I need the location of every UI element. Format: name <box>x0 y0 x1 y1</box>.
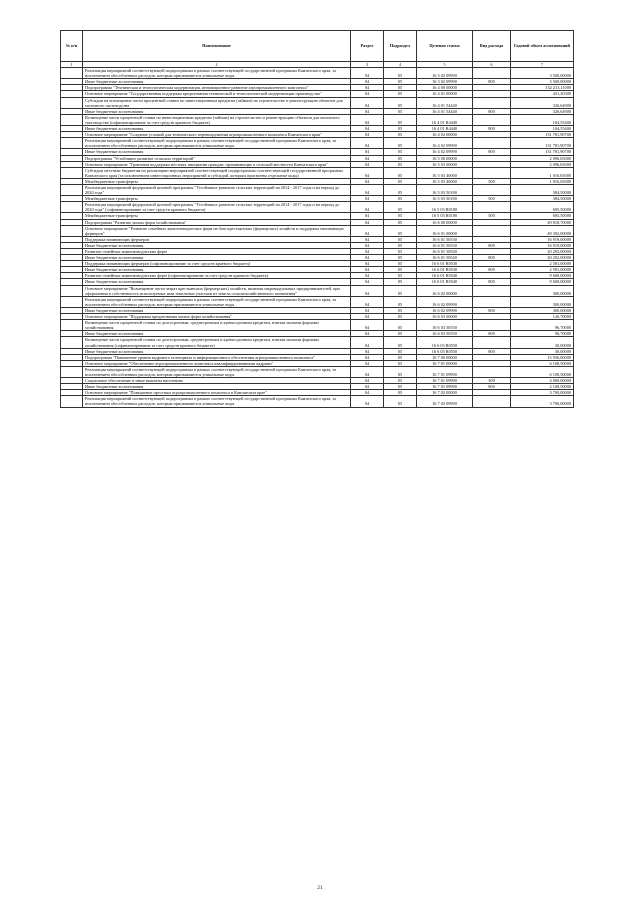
row-podrazdel-cell: 05 <box>384 161 417 167</box>
row-podrazdel-cell: 05 <box>384 219 417 225</box>
row-razdel-cell: 04 <box>351 161 384 167</box>
row-razdel-cell: 04 <box>351 390 384 396</box>
row-razdel-cell: 04 <box>351 114 384 125</box>
row-sum-cell: 131 781,90700 <box>511 132 574 138</box>
row-vr-cell <box>473 114 511 125</box>
row-razdel-cell: 04 <box>351 296 384 307</box>
row-vr-cell: 800 <box>473 267 511 273</box>
row-sum-cell: 2 581,00000 <box>511 261 574 267</box>
row-name-cell: Иные бюджетные ассигнования <box>83 267 351 273</box>
row-vr-cell: 500 <box>473 213 511 219</box>
row-name-cell: Иные бюджетные ассигнования <box>83 348 351 354</box>
row-cs-cell: 16 4 02 09990 <box>417 138 473 149</box>
row-sum-cell: 384,50000 <box>511 196 574 202</box>
row-name-cell: Иные бюджетные ассигнования <box>83 79 351 85</box>
table-row <box>61 396 574 407</box>
row-vr-cell <box>473 97 511 108</box>
row-name-cell: Реализация мероприятий федеральной целевой программы "Устойчивое развитие сельских территорий на 2014 - 2017 годы и на период до 2020 года" (софинансирование за счет средств краевого бюджета) <box>83 202 351 213</box>
row-podrazdel-cell: 05 <box>384 390 417 396</box>
row-name-cell: Основное мероприятие "Развитие семейных животноводческих ферм на базе крестьянских (фермерских) хозяйств и поддержка начинающих фермеров" <box>83 225 351 236</box>
row-num-cell <box>61 225 83 236</box>
row-podrazdel-cell: 05 <box>384 384 417 390</box>
row-podrazdel-cell: 05 <box>384 396 417 407</box>
row-razdel-cell: 04 <box>351 255 384 261</box>
row-name-cell: Возмещение части процентной ставки по инвестиционным кредитам (займам) на строительство и реконструкцию объектов для молочного скотоводства (софинансирование за счет средств краевого бюджета) <box>83 114 351 125</box>
row-sum-cell: 300,00000 <box>511 296 574 307</box>
row-razdel-cell: 04 <box>351 108 384 114</box>
row-cs-cell: 16 7 01 09990 <box>417 378 473 384</box>
row-cs-cell: 16 7 02 09990 <box>417 396 473 407</box>
row-cs-cell: 16 6 02 09990 <box>417 307 473 313</box>
row-cs-cell: 16 5 03 R0180 <box>417 213 473 219</box>
row-podrazdel-cell: 05 <box>384 285 417 296</box>
row-name-cell: Подпрограмма "Развитие малых форм хозяйствования" <box>83 219 351 225</box>
row-num-cell <box>61 285 83 296</box>
row-sum-cell: 30,00000 <box>511 348 574 354</box>
row-name-cell: Реализация мероприятий соответствующей подпрограммы в рамках соответствующей государственной программы Камчатского края, за исключением обособленных расходов, которым присваиваются уникальные коды <box>83 366 351 377</box>
row-sum-cell: 3 500,00000 <box>511 68 574 79</box>
row-razdel-cell: 04 <box>351 184 384 195</box>
row-podrazdel-cell: 05 <box>384 184 417 195</box>
row-cs-cell: 16 5 00 00000 <box>417 155 473 161</box>
row-cs-cell: 16 6 01 00000 <box>417 225 473 236</box>
row-razdel-cell: 04 <box>351 126 384 132</box>
row-name-cell: Основное мероприятие "Создание условий для технического перевооружения агропромышленного комплекса Камчатского края" <box>83 132 351 138</box>
row-podrazdel-cell: 05 <box>384 202 417 213</box>
row-vr-cell: 800 <box>473 348 511 354</box>
row-sum-cell: 2 096,65000 <box>511 161 574 167</box>
row-cs-cell: 16 6 03 00000 <box>417 314 473 320</box>
row-razdel-cell: 04 <box>351 155 384 161</box>
row-name-cell: Межбюджетные трансферты <box>83 178 351 184</box>
row-vr-cell <box>473 68 511 79</box>
row-cs-cell: 16 4 01 00000 <box>417 91 473 97</box>
row-name-cell: Основное мероприятие "Повышение престижа агропромышленного комплекса в Камчатском крае" <box>83 390 351 396</box>
row-razdel-cell: 04 <box>351 320 384 331</box>
row-cs-cell: 16 6 03 R0550 <box>417 348 473 354</box>
row-podrazdel-cell: 05 <box>384 213 417 219</box>
page-number: 21 <box>317 885 323 891</box>
row-podrazdel-cell: 05 <box>384 91 417 97</box>
row-cs-cell: 16 4 01 R4440 <box>417 114 473 125</box>
row-razdel-cell: 04 <box>351 85 384 91</box>
row-sum-cell: 3 700,00000 <box>511 396 574 407</box>
row-razdel-cell: 04 <box>351 378 384 384</box>
row-sum-cell: 20 292,00000 <box>511 249 574 255</box>
row-vr-cell <box>473 167 511 178</box>
row-num-cell <box>61 184 83 195</box>
table-row <box>61 296 574 307</box>
row-num-cell <box>61 114 83 125</box>
table-row <box>61 97 574 108</box>
row-vr-cell: 800 <box>473 384 511 390</box>
row-vr-cell <box>473 320 511 331</box>
row-razdel-cell: 04 <box>351 348 384 354</box>
header-podrazdel: Подраздел <box>384 31 417 62</box>
row-razdel-cell: 04 <box>351 196 384 202</box>
table-row <box>61 68 574 79</box>
header-vr: Вид расхода <box>473 31 511 62</box>
row-sum-cell: 49 818,70000 <box>511 219 574 225</box>
row-razdel-cell: 04 <box>351 178 384 184</box>
row-sum-cell: 3 500,00000 <box>511 79 574 85</box>
row-podrazdel-cell: 05 <box>384 138 417 149</box>
row-razdel-cell: 04 <box>351 384 384 390</box>
row-sum-cell: 96,70000 <box>511 331 574 337</box>
row-podrazdel-cell: 05 <box>384 249 417 255</box>
row-name-cell: Реализация мероприятий соответствующей подпрограммы в рамках соответствующей государственной программы Камчатского края, за исключением обособленных расходов, которым присваиваются уникальные коды <box>83 68 351 79</box>
row-name-cell: Межбюджетные трансферты <box>83 213 351 219</box>
row-sum-cell: 104,55400 <box>511 114 574 125</box>
col-number: 6 <box>473 62 511 68</box>
row-sum-cell: 96,70000 <box>511 320 574 331</box>
row-vr-cell: 500 <box>473 196 511 202</box>
table-row <box>61 225 574 236</box>
row-razdel-cell: 04 <box>351 91 384 97</box>
row-podrazdel-cell: 05 <box>384 85 417 91</box>
row-name-cell: Иные бюджетные ассигнования <box>83 331 351 337</box>
row-num-cell <box>61 366 83 377</box>
row-sum-cell: 326,64900 <box>511 97 574 108</box>
row-razdel-cell: 04 <box>351 249 384 255</box>
row-cs-cell: 16 7 00 00000 <box>417 354 473 360</box>
row-name-cell: Субсидии на возмещение части процентной ставки по инвестиционным кредитам (займам) на строительство и реконструкцию объектов для молочного скотоводства <box>83 97 351 108</box>
row-cs-cell: 16 5 03 40060 <box>417 167 473 178</box>
row-sum-cell: 326,64900 <box>511 108 574 114</box>
row-razdel-cell: 04 <box>351 273 384 279</box>
table-row <box>61 337 574 348</box>
row-name-cell: Подпрограмма "Повышение уровня кадрового потенциала и информационного обеспечения агропромышленного комплекса" <box>83 354 351 360</box>
col-number: 2 <box>83 62 351 68</box>
row-vr-cell <box>473 285 511 296</box>
row-podrazdel-cell: 05 <box>384 132 417 138</box>
row-razdel-cell: 04 <box>351 242 384 248</box>
row-name-cell: Иные бюджетные ассигнования <box>83 149 351 155</box>
row-podrazdel-cell: 05 <box>384 320 417 331</box>
table-row <box>61 320 574 331</box>
row-vr-cell <box>473 184 511 195</box>
row-sum-cell: 126,70000 <box>511 314 574 320</box>
row-sum-cell: 49 392,00000 <box>511 225 574 236</box>
row-cs-cell: 16 6 01 R0540 <box>417 279 473 285</box>
row-cs-cell: 16 4 01 54440 <box>417 97 473 108</box>
row-sum-cell: 384,50000 <box>511 184 574 195</box>
row-cs-cell: 16 6 00 00000 <box>417 219 473 225</box>
row-cs-cell: 16 5 03 50180 <box>417 196 473 202</box>
row-sum-cell: 2 581,00000 <box>511 267 574 273</box>
row-name-cell: Основное мероприятие "Обеспечение агропромышленного комплекса квалифицированными кадрами" <box>83 360 351 366</box>
row-cs-cell: 16 4 02 00000 <box>417 132 473 138</box>
budget-table-page <box>60 30 573 408</box>
row-name-cell: Межбюджетные трансферты <box>83 196 351 202</box>
budget-table <box>60 30 574 408</box>
row-name-cell: Иные бюджетные ассигнования <box>83 242 351 248</box>
header-sum: Годовой объем ассигнований <box>511 31 574 62</box>
row-sum-cell: 9 600,00000 <box>511 279 574 285</box>
row-vr-cell: 800 <box>473 242 511 248</box>
row-vr-cell: 800 <box>473 279 511 285</box>
row-name-cell: Развитие семейных животноводческих ферм <box>83 249 351 255</box>
row-razdel-cell: 04 <box>351 138 384 149</box>
row-cs-cell: 16 5 03 40060 <box>417 178 473 184</box>
row-vr-cell <box>473 138 511 149</box>
row-cs-cell: 16 4 01 54440 <box>417 108 473 114</box>
row-razdel-cell: 04 <box>351 337 384 348</box>
row-cs-cell: 16 6 01 R0530 <box>417 261 473 267</box>
row-razdel-cell: 04 <box>351 285 384 296</box>
row-razdel-cell: 04 <box>351 132 384 138</box>
row-name-cell: Возмещение части процентной ставки по долгосрочным, среднесрочным и краткосрочным кредитам, взятым малыми формами хозяйствования <box>83 320 351 331</box>
col-number: 3 <box>351 62 384 68</box>
row-sum-cell: 131 781,90700 <box>511 149 574 155</box>
row-podrazdel-cell: 05 <box>384 178 417 184</box>
row-num-cell <box>61 296 83 307</box>
header-razdel: Раздел <box>351 31 384 62</box>
row-podrazdel-cell: 05 <box>384 126 417 132</box>
row-cs-cell: 16 7 01 09990 <box>417 366 473 377</box>
row-name-cell: Основное мероприятие "Поддержка кредитования малых форм хозяйствования" <box>83 314 351 320</box>
row-sum-cell: 20 292,00000 <box>511 255 574 261</box>
row-name-cell: Иные бюджетные ассигнования <box>83 108 351 114</box>
row-num-cell <box>61 320 83 331</box>
row-vr-cell: 300 <box>473 378 511 384</box>
table-row <box>61 184 574 195</box>
row-vr-cell <box>473 202 511 213</box>
row-razdel-cell: 04 <box>351 202 384 213</box>
row-cs-cell: 16 6 01 50540 <box>417 249 473 255</box>
row-podrazdel-cell: 05 <box>384 337 417 348</box>
row-podrazdel-cell: 05 <box>384 236 417 242</box>
row-sum-cell: 16 919,00000 <box>511 236 574 242</box>
row-cs-cell: 16 4 01 R4440 <box>417 126 473 132</box>
row-podrazdel-cell: 05 <box>384 108 417 114</box>
row-podrazdel-cell: 05 <box>384 279 417 285</box>
row-razdel-cell: 04 <box>351 225 384 236</box>
row-cs-cell: 16 5 03 00000 <box>417 161 473 167</box>
row-sum-cell: 1 016,65000 <box>511 167 574 178</box>
row-razdel-cell: 04 <box>351 307 384 313</box>
table-row <box>61 366 574 377</box>
row-cs-cell: 16 5 03 R0180 <box>417 202 473 213</box>
row-name-cell: Подпрограмма "Устойчивое развитие сельских территорий" <box>83 155 351 161</box>
table-row <box>61 138 574 149</box>
row-razdel-cell: 04 <box>351 149 384 155</box>
row-sum-cell: 104,55400 <box>511 126 574 132</box>
col-number: 7 <box>511 62 574 68</box>
row-name-cell: Субсидии местным бюджетам на реализацию мероприятий соответствующей подпрограммы соответствующей государственной программы Камчатского края (за исключением инвестиционных мероприятий и субсидий, которым присвоены отдельные коды) <box>83 167 351 178</box>
row-vr-cell: 800 <box>473 108 511 114</box>
row-sum-cell: 3 700,00000 <box>511 390 574 396</box>
row-razdel-cell: 04 <box>351 97 384 108</box>
table-body <box>61 68 574 407</box>
row-name-cell: Поддержка начинающих фермеров <box>83 236 351 242</box>
row-cs-cell: 16 5 03 50180 <box>417 184 473 195</box>
row-sum-cell: 300,00000 <box>511 307 574 313</box>
row-vr-cell <box>473 225 511 236</box>
row-podrazdel-cell: 05 <box>384 348 417 354</box>
row-num-cell <box>61 337 83 348</box>
header-name: Наименование <box>83 31 351 62</box>
row-sum-cell: 30,00000 <box>511 337 574 348</box>
row-cs-cell: 16 7 02 00000 <box>417 390 473 396</box>
table-row <box>61 285 574 296</box>
row-podrazdel-cell: 05 <box>384 307 417 313</box>
row-name-cell: Иные бюджетные ассигнования <box>83 279 351 285</box>
row-num-cell <box>61 97 83 108</box>
row-podrazdel-cell: 05 <box>384 167 417 178</box>
row-cs-cell: 16 3 02 09990 <box>417 68 473 79</box>
row-sum-cell: 131 781,90700 <box>511 138 574 149</box>
row-cs-cell: 16 6 03 R0550 <box>417 337 473 348</box>
row-vr-cell <box>473 396 511 407</box>
row-razdel-cell: 04 <box>351 79 384 85</box>
header-row <box>61 31 574 62</box>
row-name-cell: Развитие семейных животноводческих ферм (софинансирование за счет средств краевого бюджета) <box>83 273 351 279</box>
row-vr-cell: 800 <box>473 307 511 313</box>
row-razdel-cell: 04 <box>351 167 384 178</box>
row-podrazdel-cell: 05 <box>384 155 417 161</box>
row-cs-cell: 16 3 02 09990 <box>417 79 473 85</box>
row-podrazdel-cell: 05 <box>384 261 417 267</box>
row-podrazdel-cell: 05 <box>384 378 417 384</box>
row-vr-cell <box>473 366 511 377</box>
row-cs-cell: 16 6 01 50530 <box>417 236 473 242</box>
row-sum-cell: 16 919,00000 <box>511 242 574 248</box>
row-podrazdel-cell: 05 <box>384 196 417 202</box>
row-name-cell: Иные бюджетные ассигнования <box>83 307 351 313</box>
row-name-cell: Возмещение части процентной ставки по долгосрочным, среднесрочным и краткосрочным кредитам, взятым малыми формами хозяйствования (софинансирование за счет средств краевого бюджета) <box>83 337 351 348</box>
row-name-cell: Иные бюджетные ассигнования <box>83 126 351 132</box>
row-podrazdel-cell: 05 <box>384 242 417 248</box>
row-razdel-cell: 04 <box>351 314 384 320</box>
row-sum-cell: 695,50000 <box>511 202 574 213</box>
row-name-cell: Реализация мероприятий федеральной целевой программы "Устойчивое развитие сельских территорий на 2014 - 2017 годы и на период до 2020 года" <box>83 184 351 195</box>
row-sum-cell: 4 000,00000 <box>511 378 574 384</box>
col-number: 5 <box>417 62 473 68</box>
row-name-cell: Социальное обеспечение и иные выплаты населению <box>83 378 351 384</box>
row-sum-cell: 6 108,50000 <box>511 360 574 366</box>
row-vr-cell: 500 <box>473 178 511 184</box>
row-vr-cell: 800 <box>473 79 511 85</box>
row-name-cell: Основное мероприятие "Государственная поддержка кредитования технической и технологической модернизации производства" <box>83 91 351 97</box>
row-name-cell: Реализация мероприятий соответствующей подпрограммы в рамках соответствующей государственной программы Камчатского края, за исключением обособленных расходов, которым присваиваются уникальные коды <box>83 138 351 149</box>
row-vr-cell: 800 <box>473 126 511 132</box>
row-podrazdel-cell: 05 <box>384 366 417 377</box>
row-cs-cell: 16 6 02 09990 <box>417 296 473 307</box>
row-sum-cell: 6 108,50000 <box>511 366 574 377</box>
row-cs-cell: 16 6 03 50550 <box>417 320 473 331</box>
row-num-cell <box>61 167 83 178</box>
col-number: 4 <box>384 62 417 68</box>
row-num-cell <box>61 68 83 79</box>
row-razdel-cell: 04 <box>351 279 384 285</box>
row-sum-cell: 9 600,00000 <box>511 273 574 279</box>
row-name-cell: Реализация мероприятий соответствующей подпрограммы в рамках соответствующей государственной программы Камчатского края, за исключением обособленных расходов, которым присваиваются уникальные коды <box>83 296 351 307</box>
row-podrazdel-cell: 05 <box>384 79 417 85</box>
row-sum-cell: 1 016,65000 <box>511 178 574 184</box>
row-podrazdel-cell: 05 <box>384 255 417 261</box>
header-num: № п/п <box>61 31 83 62</box>
row-name-cell: Иные бюджетные ассигнования <box>83 255 351 261</box>
row-razdel-cell: 04 <box>351 219 384 225</box>
row-razdel-cell: 04 <box>351 68 384 79</box>
row-podrazdel-cell: 05 <box>384 97 417 108</box>
row-num-cell <box>61 396 83 407</box>
row-podrazdel-cell: 05 <box>384 331 417 337</box>
row-sum-cell: 300,00000 <box>511 285 574 296</box>
row-podrazdel-cell: 05 <box>384 68 417 79</box>
row-cs-cell: 16 6 02 00000 <box>417 285 473 296</box>
row-razdel-cell: 04 <box>351 366 384 377</box>
row-vr-cell: 800 <box>473 149 511 155</box>
row-cs-cell: 16 6 03 50550 <box>417 331 473 337</box>
row-sum-cell: 2 096,65000 <box>511 155 574 161</box>
row-name-cell: Подпрограмма "Техническая и технологическая модернизация, инновационное развитие агропромышленного комплекса" <box>83 85 351 91</box>
row-name-cell: Иные бюджетные ассигнования <box>83 384 351 390</box>
row-cs-cell: 16 6 01 R0540 <box>417 273 473 279</box>
row-name-cell: Основное мероприятие "Возмещение части затрат крестьянских (фермерских) хозяйств, включая индивидуальных предпринимателей, при оформлении в собственность используемых ими земельных участков из земель сельскохозяйственного назначения" <box>83 285 351 296</box>
row-name-cell: Основное мероприятие "Грантовая поддержка местных инициатив граждан, проживающих в сельской местности Камчатского края" <box>83 161 351 167</box>
row-sum-cell: 132 213,11000 <box>511 85 574 91</box>
row-razdel-cell: 04 <box>351 261 384 267</box>
table-row <box>61 202 574 213</box>
row-podrazdel-cell: 05 <box>384 360 417 366</box>
row-cs-cell: 16 6 01 50540 <box>417 255 473 261</box>
row-podrazdel-cell: 05 <box>384 296 417 307</box>
row-name-cell: Поддержка начинающих фермеров (софинансирование за счет средств краевого бюджета) <box>83 261 351 267</box>
row-vr-cell <box>473 296 511 307</box>
row-podrazdel-cell: 05 <box>384 114 417 125</box>
row-sum-cell: 695,50000 <box>511 213 574 219</box>
row-cs-cell: 16 7 01 00000 <box>417 360 473 366</box>
row-cs-cell: 16 6 01 R0530 <box>417 267 473 273</box>
row-podrazdel-cell: 05 <box>384 267 417 273</box>
row-podrazdel-cell: 05 <box>384 149 417 155</box>
row-razdel-cell: 04 <box>351 360 384 366</box>
row-podrazdel-cell: 05 <box>384 225 417 236</box>
row-cs-cell: 16 6 01 50530 <box>417 242 473 248</box>
row-cs-cell: 16 7 01 09990 <box>417 384 473 390</box>
table-row <box>61 114 574 125</box>
row-vr-cell: 800 <box>473 255 511 261</box>
row-num-cell <box>61 138 83 149</box>
row-vr-cell: 800 <box>473 331 511 337</box>
row-podrazdel-cell: 05 <box>384 273 417 279</box>
table-row <box>61 167 574 178</box>
row-razdel-cell: 04 <box>351 354 384 360</box>
header-cs: Целевая статья <box>417 31 473 62</box>
row-name-cell: Реализация мероприятий соответствующей подпрограммы в рамках соответствующей государственной программы Камчатского края, за исключением обособленных расходов, которым присваиваются уникальные коды <box>83 396 351 407</box>
row-sum-cell: 2 108,50000 <box>511 384 574 390</box>
row-cs-cell: 16 4 00 00000 <box>417 85 473 91</box>
row-vr-cell <box>473 337 511 348</box>
row-razdel-cell: 04 <box>351 331 384 337</box>
row-sum-cell: 15 936,80000 <box>511 354 574 360</box>
row-cs-cell: 16 4 02 09990 <box>417 149 473 155</box>
row-razdel-cell: 04 <box>351 267 384 273</box>
row-razdel-cell: 04 <box>351 236 384 242</box>
row-num-cell <box>61 202 83 213</box>
row-sum-cell: 431,20300 <box>511 91 574 97</box>
col-number: 1 <box>61 62 83 68</box>
row-podrazdel-cell: 05 <box>384 354 417 360</box>
row-razdel-cell: 04 <box>351 213 384 219</box>
row-podrazdel-cell: 05 <box>384 314 417 320</box>
row-razdel-cell: 04 <box>351 396 384 407</box>
